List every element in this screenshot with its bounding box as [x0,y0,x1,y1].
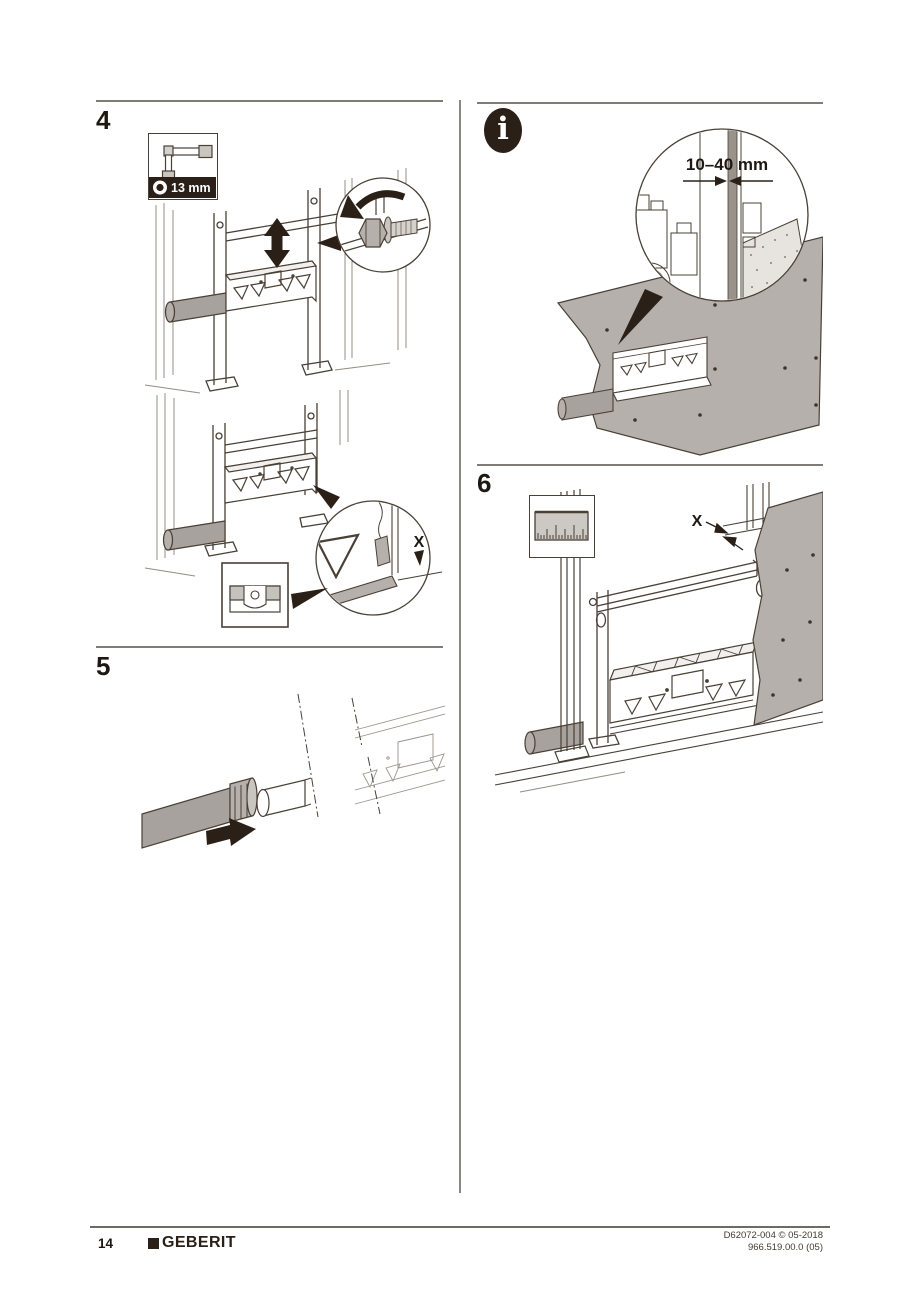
rule-step4 [96,100,443,102]
brand-name: GEBERIT [162,1234,236,1251]
spirit-level-icon [222,563,288,627]
doc-reference-line2: 966.519.00.0 (05) [747,1242,823,1253]
level-detail-circle [300,500,442,615]
document-reference [724,1230,823,1254]
step5-illustration [130,692,445,872]
step-5-number: 5 [96,651,111,681]
ruler-callout [529,495,595,558]
tool-size-label: 13 mm [171,181,211,195]
level-pointer [291,588,328,609]
bolt-detail-circle [336,178,430,272]
brand-logo [148,1234,236,1252]
ruler-icon [530,496,593,556]
tool-callout [148,133,218,200]
step4-illustration-b [140,390,445,642]
step6-illustration [475,480,823,810]
socket-wrench-icon [149,134,216,198]
footer-rule [90,1226,830,1228]
doc-reference-line1: D62072-004 © 05-2018 [723,1230,823,1241]
step-4-number: 4 [96,105,111,135]
brand-square-icon [148,1238,159,1249]
dim-x-label: X [413,534,425,551]
column-divider [459,100,461,1193]
step-6-number: 6 [477,468,492,498]
gap-dimension-label: 10–40 mm [685,155,769,174]
detail-pointer [313,485,340,509]
info-icon-glyph: i [497,111,509,147]
info-illustration [475,111,823,465]
rule-info [477,102,823,104]
rule-step5 [96,646,443,648]
page-number: 14 [98,1236,114,1251]
offset-dimension-label: X [691,513,703,530]
